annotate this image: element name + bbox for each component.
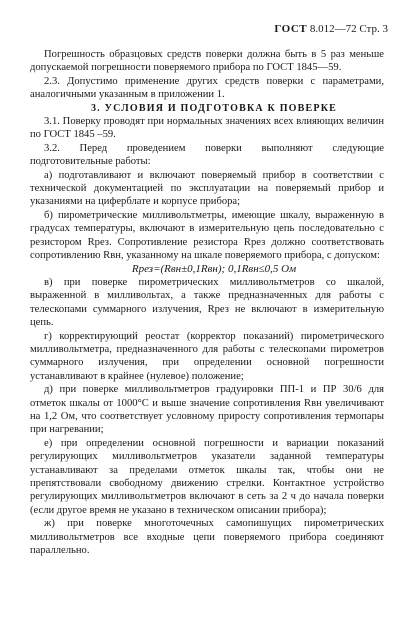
paragraph-accuracy: Погрешность образцовых средств поверки должна быть в 5 раз меньше допускаемой погрешности поверяемого прибора по ГОСТ 1845—59. [30,49,384,74]
item-zh: ж) при поверке многоточечных самопишущих пирометрических милливольтметров все входные цепи поверяемого прибора соединяют параллельно. [30,518,384,557]
page-number: Стр. 3 [359,23,388,35]
item-d: д) при поверке милливольтметров градуировки ПП-1 и ПР 30/6 для отметок шкалы от 1000°С и выше значение сопротивления Rвн увеличивают на 1,2 Ом, что соответствует условному приросту сопротивления термопары при нагревании; [30,384,384,436]
paragraph-3-1: 3.1. Поверку проводят при нормальных значениях всех влияющих величин по ГОСТ 1845 –59. [30,116,384,141]
item-v: в) при поверке пирометрических милливольтметров со шкалой, выраженной в милливольтах, а также предназначенных для работы с телескопами суммарного излучения, Rрез не включают в измерительную цепь. [30,276,384,329]
page-header [274,23,388,35]
item-a: а) подготавливают и включают поверяемый прибор в соответствии с технической документацией по эксплуатации на поверяемый прибор и указаниями на циферблате и корпусе прибора; [30,169,384,208]
item-g: г) корректирующий реостат (корректор показаний) пирометрического милливольтметра, предназначенного для работы с телескопами пирометров суммарного излучения, при определении основной погрешности устанавливают в крайнее (нулевое) положение; [30,330,384,382]
document-body [30,48,384,557]
paragraph-2-3: 2.3. Допустимо применение других средств поверки с параметрами, аналогичными указанным в приложении 1. [30,75,384,101]
tolerance-formula: Rрез=(Rвн±0,1Rвн); 0,1Rвн≤0,5 Ом [131,262,297,275]
item-b: б) пирометрические милливольтметры, имеющие шкалу, выраженную в градусах температуры, включают в измерительную цепь последовательно с резистором Rрез. Сопротивление резистора Rрез должно соответствовать сопротивлению Rвн, указанному на шкале поверяемого прибора, с допуском: [30,209,384,262]
standard-label: ГОСТ [274,23,308,35]
standard-number: 8.012—72 [309,23,357,35]
section-title: 3. УСЛОВИЯ И ПОДГОТОВКА К ПОВЕРКЕ [90,102,338,114]
paragraph-3-2: 3.2. Перед проведением поверки выполняют следующие подготовительные работы: [30,142,384,168]
item-e: е) при определении основной погрешности и вариации показаний регулирующих милливольтметров указатели заданной температуры устанавливают за пределами отметок шкалы так, чтобы они не препятствовали свободному движению стрелки. Контактное устройство регулирующих милливольтметров включают в сеть за 2 ч до начала поверки (если другое время не указано в техническом описании прибора); [30,437,384,516]
